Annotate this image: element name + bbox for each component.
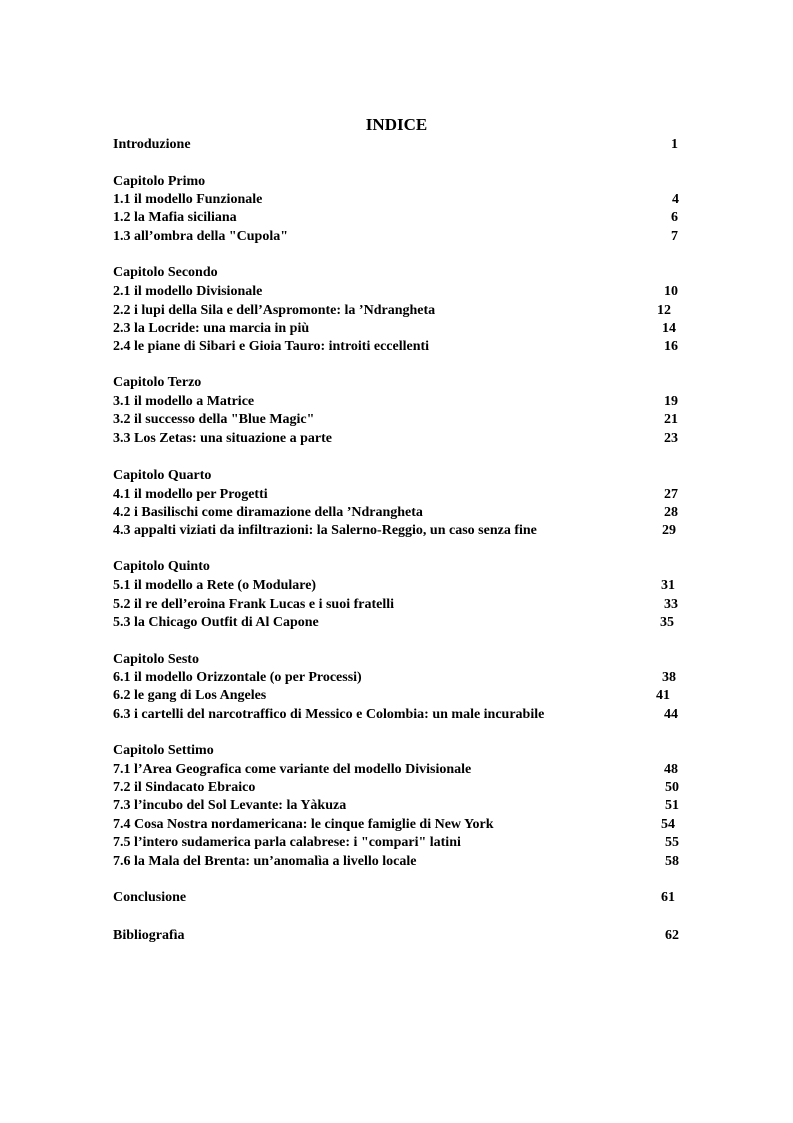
toc-entry bbox=[113, 669, 713, 687]
toc-entry-page: 54 bbox=[661, 817, 675, 832]
toc-entry-label: 5.3 la Chicago Outfit di Al Capone bbox=[113, 615, 319, 630]
toc-entry bbox=[113, 779, 713, 797]
toc-entry-label: 1.3 all’ombra della "Cupola" bbox=[113, 229, 288, 244]
chapter-heading bbox=[113, 651, 713, 669]
toc-entry-label: 7.2 il Sindacato Ebraico bbox=[113, 780, 256, 795]
chapter-heading bbox=[113, 264, 713, 282]
toc-entry-label: 1.2 la Mafia siciliana bbox=[113, 210, 237, 225]
chapter-heading bbox=[113, 467, 713, 485]
toc-entry bbox=[113, 430, 713, 448]
toc-entry bbox=[113, 927, 713, 945]
toc-entry bbox=[113, 486, 713, 504]
toc-entry-page: 7 bbox=[671, 229, 678, 244]
toc-entry-page: 33 bbox=[664, 597, 678, 612]
toc-entry-page: 28 bbox=[664, 505, 678, 520]
toc-entry bbox=[113, 706, 713, 724]
chapter-heading-label: Capitolo Secondo bbox=[113, 265, 218, 280]
toc-entry bbox=[113, 889, 713, 907]
toc-entry bbox=[113, 504, 713, 522]
toc-entry bbox=[113, 687, 713, 705]
toc-entry-page: 58 bbox=[665, 854, 679, 869]
toc-entry-page: 10 bbox=[664, 284, 678, 299]
toc-entry bbox=[113, 853, 713, 871]
toc-entry bbox=[113, 393, 713, 411]
toc-entry-page: 31 bbox=[661, 578, 675, 593]
toc-entry-label: 7.1 l’Area Geografica come variante del modello Divisionale bbox=[113, 762, 472, 777]
toc-entry-page: 29 bbox=[662, 523, 676, 538]
toc-entry-label: 3.3 Los Zetas: una situazione a parte bbox=[113, 431, 332, 446]
toc-entry bbox=[113, 797, 713, 815]
toc-entry-page: 44 bbox=[664, 707, 678, 722]
toc-entry bbox=[113, 136, 713, 154]
toc-entry bbox=[113, 191, 713, 209]
chapter-heading bbox=[113, 173, 713, 191]
toc-entry-label: 2.1 il modello Divisionale bbox=[113, 284, 263, 299]
toc-entry-label: 3.1 il modello a Matrice bbox=[113, 394, 255, 409]
toc-entry-label: 6.3 i cartelli del narcotraffico di Messico e Colombia: un male incurabile bbox=[113, 707, 545, 722]
toc-entry-page: 1 bbox=[671, 137, 678, 152]
toc-entry bbox=[113, 596, 713, 614]
toc-entry-label: 7.5 l’intero sudamerica parla calabrese: i "compari" latini bbox=[113, 835, 461, 850]
toc-entry-label: Introduzione bbox=[113, 137, 191, 152]
chapter-heading-label: Capitolo Quarto bbox=[113, 468, 212, 483]
toc-entry-label: 4.1 il modello per Progetti bbox=[113, 487, 268, 502]
toc-entry-label: 7.3 l’incubo del Sol Levante: la Yàkuza bbox=[113, 798, 347, 813]
toc-entry-page: 51 bbox=[665, 798, 679, 813]
toc-entry-label: 5.1 il modello a Rete (o Modulare) bbox=[113, 578, 317, 593]
toc-entry-label: 7.4 Cosa Nostra nordamericana: le cinque famiglie di New York bbox=[113, 817, 494, 832]
toc-entry bbox=[113, 338, 713, 356]
toc-entry-page: 41 bbox=[656, 688, 670, 703]
toc-entry-label: 2.3 la Locride: una marcia in più bbox=[113, 321, 310, 336]
toc-entry-page: 35 bbox=[660, 615, 674, 630]
toc-entry-label: 6.1 il modello Orizzontale (o per Processi) bbox=[113, 670, 362, 685]
toc-entry-page: 16 bbox=[664, 339, 678, 354]
chapter-heading-label: Capitolo Terzo bbox=[113, 375, 202, 390]
toc-entry-page: 14 bbox=[662, 321, 676, 336]
toc-entry-label: 3.2 il successo della "Blue Magic" bbox=[113, 412, 315, 427]
toc-entry-page: 38 bbox=[662, 670, 676, 685]
toc-entry-label: 2.2 i lupi della Sila e dell’Aspromonte: la ’Ndrangheta bbox=[113, 303, 436, 318]
toc-entry-page: 21 bbox=[664, 412, 678, 427]
toc-entry-label: 6.2 le gang di Los Angeles bbox=[113, 688, 267, 703]
toc-entry-label: 1.1 il modello Funzionale bbox=[113, 192, 263, 207]
toc-entry-page: 4 bbox=[672, 192, 679, 207]
toc-entry-label: 2.4 le piane di Sibari e Gioia Tauro: introiti eccellenti bbox=[113, 339, 430, 354]
toc-entry bbox=[113, 834, 713, 852]
toc-entry bbox=[113, 302, 713, 320]
toc-entry-page: 23 bbox=[664, 431, 678, 446]
toc-entry-label: Bibliografìa bbox=[113, 928, 185, 943]
toc-entry-label: 4.3 appalti viziati da infiltrazioni: la Salerno-Reggio, un caso senza fine bbox=[113, 523, 537, 538]
toc-entry bbox=[113, 577, 713, 595]
toc-entry-page: 55 bbox=[665, 835, 679, 850]
toc-entry-label: 5.2 il re dell’eroina Frank Lucas e i suoi fratelli bbox=[113, 597, 395, 612]
toc-entry bbox=[113, 320, 713, 338]
chapter-heading-label: Capitolo Quinto bbox=[113, 559, 210, 574]
toc-entry-page: 19 bbox=[664, 394, 678, 409]
chapter-heading bbox=[113, 558, 713, 576]
toc-entry bbox=[113, 614, 713, 632]
toc-entry-label: Conclusione bbox=[113, 890, 187, 905]
chapter-heading bbox=[113, 374, 713, 392]
toc-entry-page: 50 bbox=[665, 780, 679, 795]
toc-entry-page: 62 bbox=[665, 928, 679, 943]
chapter-heading-label: Capitolo Sesto bbox=[113, 652, 199, 667]
chapter-heading-label: Capitolo Settimo bbox=[113, 743, 214, 758]
toc-entry-page: 12 bbox=[657, 303, 671, 318]
toc-entry-page: 48 bbox=[664, 762, 678, 777]
chapter-heading bbox=[113, 742, 713, 760]
toc-entry-page: 61 bbox=[661, 890, 675, 905]
toc-entry bbox=[113, 761, 713, 779]
toc-entry bbox=[113, 816, 713, 834]
toc-entry-label: 7.6 la Mala del Brenta: un’anomalìa a livello locale bbox=[113, 854, 417, 869]
toc-entry bbox=[113, 209, 713, 227]
chapter-heading-label: Capitolo Primo bbox=[113, 174, 206, 189]
toc-entry-page: 6 bbox=[671, 210, 678, 225]
toc-entry-page: 27 bbox=[664, 487, 678, 502]
toc-entry-label: 4.2 i Basilischi come diramazione della ’Ndrangheta bbox=[113, 505, 423, 520]
toc-entry bbox=[113, 228, 713, 246]
toc-entry bbox=[113, 411, 713, 429]
page-title: INDICE bbox=[365, 115, 428, 134]
toc-entry bbox=[113, 283, 713, 301]
toc-entry bbox=[113, 522, 713, 540]
